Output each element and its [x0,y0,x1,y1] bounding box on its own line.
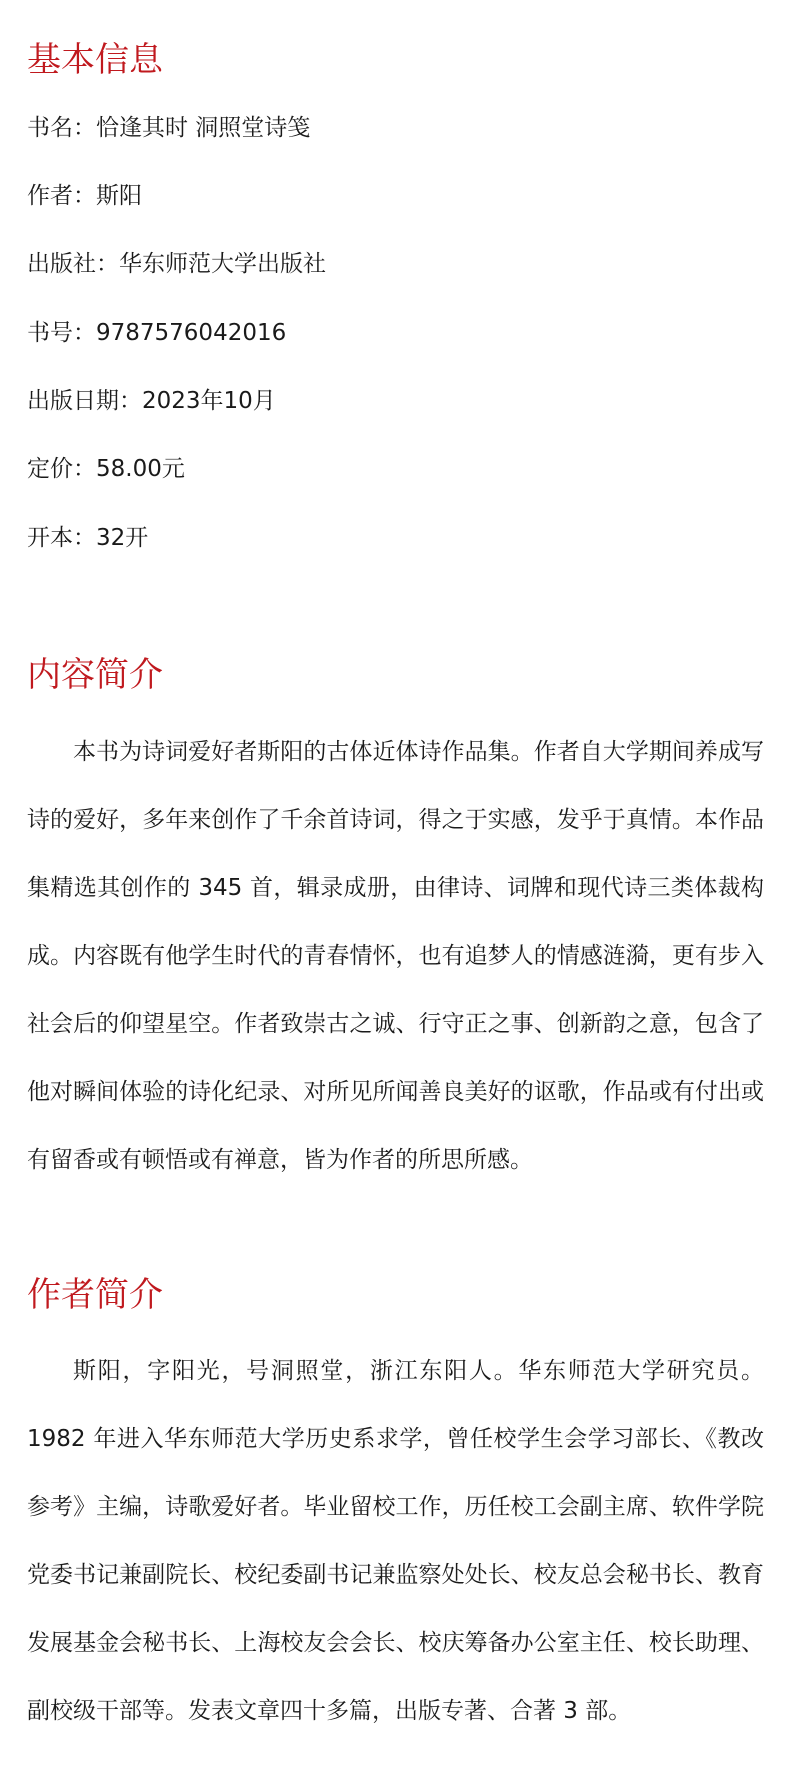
info-publisher: 出版社：华东师范大学出版社 [27,251,326,277]
content-intro-heading: 内容简介 [27,655,163,695]
info-author: 作者：斯阳 [27,183,142,209]
info-isbn: 书号：9787576042016 [27,320,287,346]
info-price: 定价：58.00元 [27,456,185,482]
basic-info-heading: 基本信息 [27,40,163,80]
info-publish-date: 出版日期：2023年10月 [27,388,276,414]
author-intro-heading: 作者简介 [27,1275,163,1315]
info-format: 开本：32开 [27,525,149,551]
author-intro-paragraph: 斯阳，字阳光，号洞照堂，浙江东阳人。华东师范大学研究员。1982 年进入华东师范大学历史系求学，曾任校学生会学习部长、《教改参考》主编，诗歌爱好者。毕业留校工作，历任校工会副主席、软件学院党委书记兼副院长、校纪委副书记兼监察处处长、校友总会秘书长、教育发展基金会秘书长、上海校友会会长、校庆筹备办公室主任、校长助理、副校级干部等。发表文章四十多篇，出版专著、合著 3 部。 [27,1358,764,1724]
info-book-title: 书名：恰逢其时 洞照堂诗笺 [27,115,311,141]
content-intro-paragraph: 本书为诗词爱好者斯阳的古体近体诗作品集。作者自大学期间养成写诗的爱好，多年来创作了千余首诗词，得之于实感，发乎于真情。本作品集精选其创作的 345 首，辑录成册，由律诗、词牌和现代诗三类体裁构成。内容既有他学生时代的青春情怀，也有追梦人的情感涟漪，更有步入社会后的仰望星空。作者致崇古之诚、行守正之事、创新韵之意，包含了他对瞬间体验的诗化纪录、对所见所闻善良美好的讴歌，作品或有付出或有留香或有顿悟或有禅意，皆为作者的所思所感。 [27,739,764,1173]
